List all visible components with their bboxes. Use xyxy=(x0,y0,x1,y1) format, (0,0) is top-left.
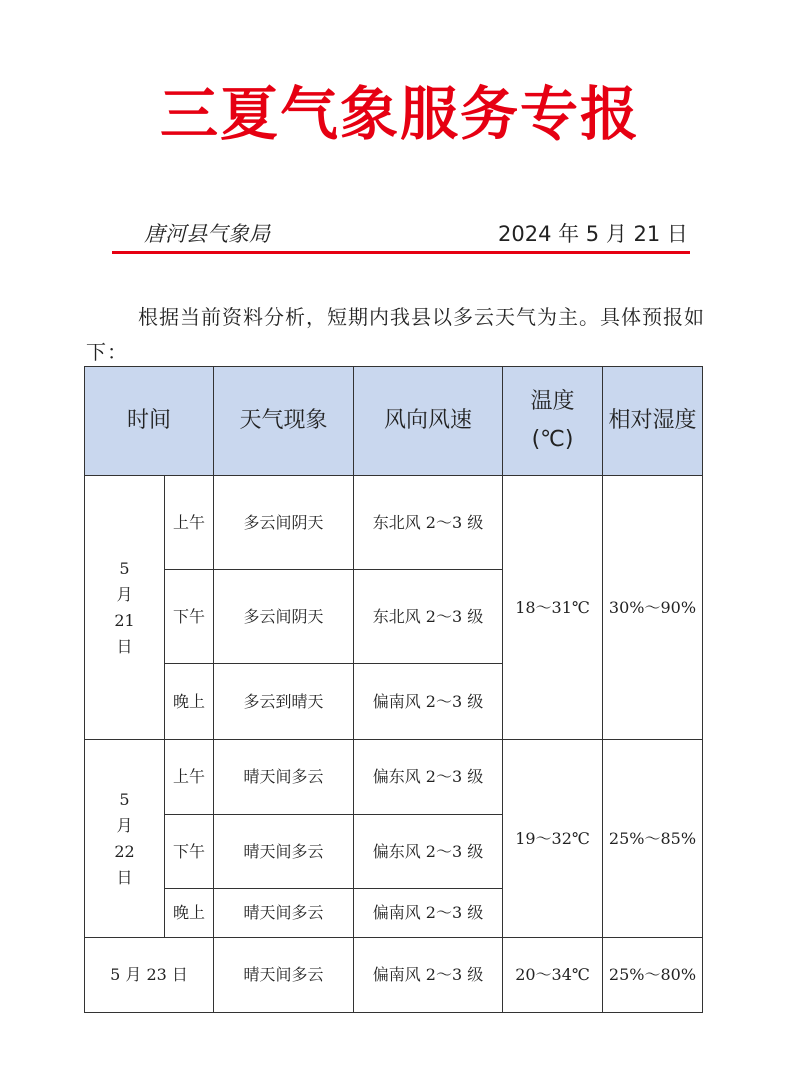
day2-day: 22 xyxy=(114,841,135,861)
report-title: 三夏气象服务专报 xyxy=(159,80,640,148)
period-time: 下午 xyxy=(165,570,214,664)
issue-date: 2024 年 5 月 21 日 xyxy=(498,222,688,246)
day2-month: 5 xyxy=(119,789,130,809)
header-weather: 天气现象 xyxy=(214,367,354,476)
day3-temperature: 20～34℃ xyxy=(503,938,603,1013)
header-temperature-label: 温度 xyxy=(530,389,575,414)
day2-humidity: 25%～85% xyxy=(603,740,703,938)
day1-day: 21 xyxy=(114,610,135,630)
period-wind: 偏南风 2～3 级 xyxy=(354,664,503,740)
day3-weather: 晴天间多云 xyxy=(214,938,354,1013)
day1-temperature: 18～31℃ xyxy=(503,476,603,740)
period-weather: 多云间阴天 xyxy=(214,570,354,664)
red-divider-line xyxy=(112,251,690,254)
header-time: 时间 xyxy=(85,367,214,476)
period-weather: 多云间阴天 xyxy=(214,476,354,570)
header-row xyxy=(85,367,703,476)
header-temperature xyxy=(503,367,603,476)
period-weather: 多云到晴天 xyxy=(214,664,354,740)
day2-month-char: 月 xyxy=(116,815,133,835)
period-wind: 偏东风 2～3 级 xyxy=(354,740,503,815)
period-wind: 东北风 2～3 级 xyxy=(354,570,503,664)
day3-date: 5 月 23 日 xyxy=(85,938,214,1013)
day1-date-cell xyxy=(85,476,165,740)
header-temperature-unit: (℃) xyxy=(531,427,574,452)
period-time: 上午 xyxy=(165,476,214,570)
header-humidity: 相对湿度 xyxy=(603,367,703,476)
day2-date-cell xyxy=(85,740,165,938)
period-wind: 偏南风 2～3 级 xyxy=(354,889,503,938)
period-wind: 东北风 2～3 级 xyxy=(354,476,503,570)
period-wind: 偏东风 2～3 级 xyxy=(354,815,503,889)
table-row xyxy=(85,740,703,815)
day2-day-char: 日 xyxy=(116,867,133,887)
day2-temperature: 19～32℃ xyxy=(503,740,603,938)
period-weather: 晴天间多云 xyxy=(214,889,354,938)
intro-paragraph: 根据当前资料分析，短期内我县以多云天气为主。具体预报如下： xyxy=(86,305,705,364)
day1-month-char: 月 xyxy=(116,584,133,604)
day1-humidity: 30%～90% xyxy=(603,476,703,740)
period-time: 下午 xyxy=(165,815,214,889)
period-time: 上午 xyxy=(165,740,214,815)
day3-wind: 偏南风 2～3 级 xyxy=(354,938,503,1013)
header-wind: 风向风速 xyxy=(354,367,503,476)
period-weather: 晴天间多云 xyxy=(214,815,354,889)
period-time: 晚上 xyxy=(165,889,214,938)
day1-day-char: 日 xyxy=(116,636,133,656)
day3-humidity: 25%～80% xyxy=(603,938,703,1013)
period-time: 晚上 xyxy=(165,664,214,740)
period-weather: 晴天间多云 xyxy=(214,740,354,815)
day1-month: 5 xyxy=(119,558,130,578)
forecast-table xyxy=(84,366,703,1013)
table-row xyxy=(85,476,703,570)
table-row xyxy=(85,938,703,1013)
issuer-name: 唐河县气象局 xyxy=(144,222,270,246)
